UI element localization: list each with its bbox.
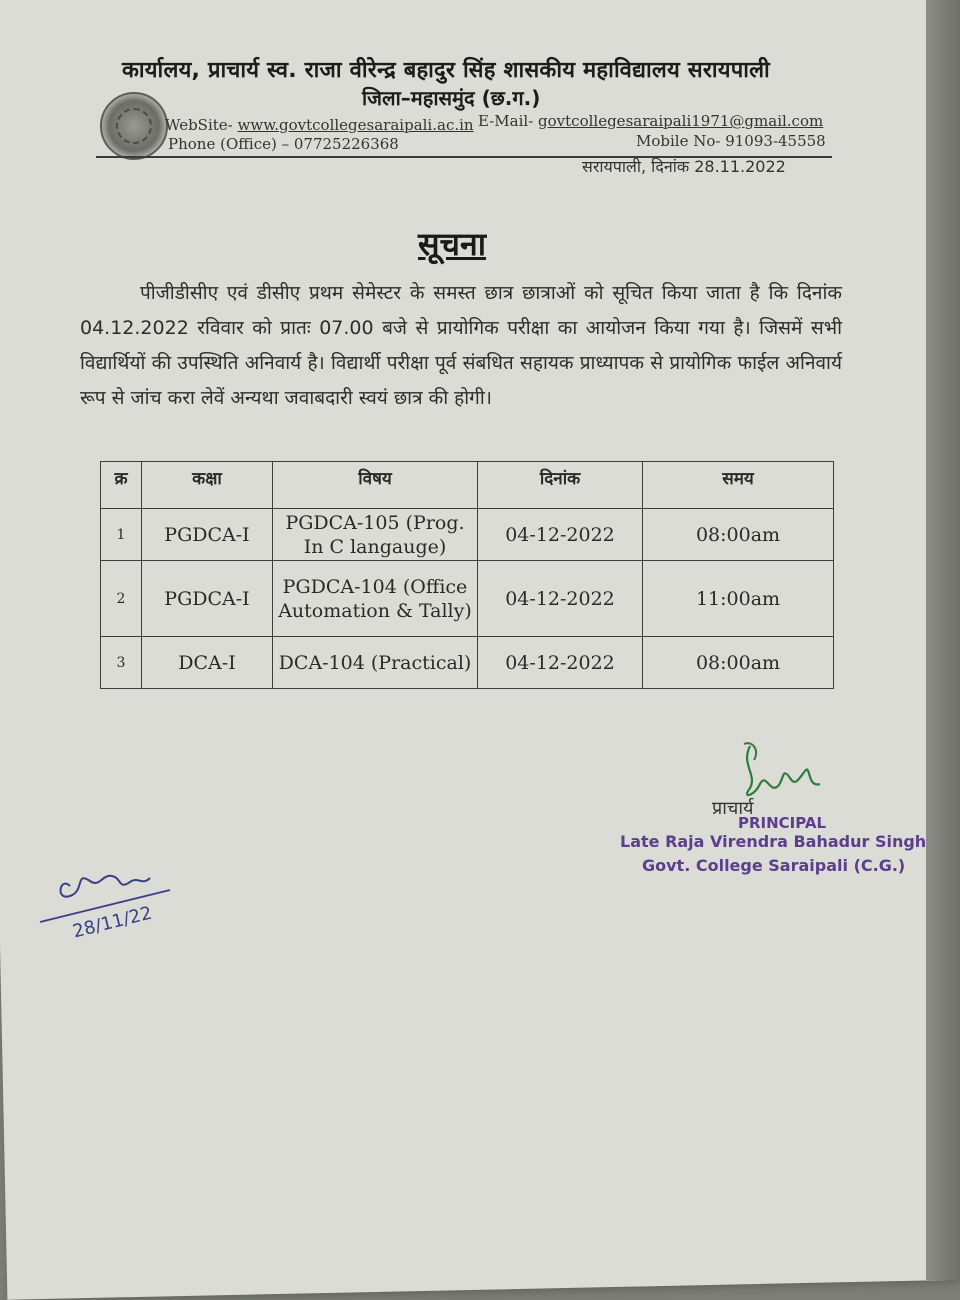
email-row — [478, 112, 823, 130]
place-date: सरायपाली, दिनांक 28.11.2022 — [582, 157, 786, 176]
cell-sno: 2 — [101, 561, 142, 637]
cell-time: 08:00am — [643, 509, 834, 561]
table-row — [101, 637, 834, 689]
designation-english: PRINCIPAL — [738, 814, 827, 832]
stamp-line-1: Late Raja Virendra Bahadur Singh — [620, 832, 927, 851]
website-link[interactable]: www.govtcollegesaraipali.ac.in — [237, 116, 474, 134]
phone-text: Phone (Office) – 07725226368 — [168, 135, 399, 153]
header-date: दिनांक — [478, 462, 643, 509]
notice-title: सूचना — [418, 225, 487, 263]
cell-subject: DCA-104 (Practical) — [273, 637, 478, 689]
handwritten-initials — [30, 846, 180, 956]
exam-schedule-table — [100, 461, 834, 689]
district-heading: जिला–महासमुंद (छ.ग.) — [362, 86, 541, 110]
email-label: E-Mail- — [478, 112, 534, 130]
mobile-text: Mobile No- 91093-45558 — [636, 132, 826, 150]
header-time: समय — [643, 462, 834, 509]
cell-sno: 1 — [101, 509, 142, 561]
cell-class: PGDCA-I — [142, 509, 273, 561]
website-row — [165, 116, 474, 134]
table-row — [101, 561, 834, 637]
cell-date: 04-12-2022 — [478, 561, 643, 637]
header-sno: क्र — [101, 462, 142, 509]
cell-date: 04-12-2022 — [478, 637, 643, 689]
cell-subject: PGDCA-105 (Prog. In C langauge) — [273, 509, 478, 561]
cell-class: PGDCA-I — [142, 561, 273, 637]
cell-class: DCA-I — [142, 637, 273, 689]
cell-sno: 3 — [101, 637, 142, 689]
designation-hindi: प्राचार्य — [712, 798, 754, 819]
office-heading: कार्यालय, प्राचार्य स्व. राजा वीरेन्द्र बहादुर सिंह शासकीय महाविद्यालय सरायपाली — [122, 58, 770, 83]
website-label: WebSite- — [165, 116, 233, 134]
cell-time: 11:00am — [643, 561, 834, 637]
header-subject: विषय — [273, 462, 478, 509]
stamp-line-2: Govt. College Saraipali (C.G.) — [642, 856, 906, 875]
handwritten-date: 28/11/22 — [70, 902, 155, 943]
email-link[interactable]: govtcollegesaraipali1971@gmail.com — [538, 112, 824, 130]
notice-body: पीजीडीसीए एवं डीसीए प्रथम सेमेस्टर के समस्त छात्र छात्राओं को सूचित किया जाता है कि दिनांक 04.12.2022 रविवार को प्रातः 07.00 बजे से प्रायोगिक परीक्षा का आयोजन किया गया है। जिसमें सभी विद्यार्थियों की उपस्थिति अनिवार्य है। विद्यार्थी परीक्षा पूर्व संबधित सहायक प्राध्यापक से प्रायोगिक फाईल अनिवार्य रूप से जांच करा लेवें अन्यथा जवाबदारी स्वयं छात्र की होगी। — [80, 282, 842, 409]
table-row — [101, 509, 834, 561]
table-header-row — [101, 462, 834, 509]
cell-date: 04-12-2022 — [478, 509, 643, 561]
cell-subject: PGDCA-104 (Office Automation & Tally) — [273, 561, 478, 637]
header-class: कक्षा — [142, 462, 273, 509]
college-logo-icon — [100, 92, 168, 160]
cell-time: 08:00am — [643, 637, 834, 689]
